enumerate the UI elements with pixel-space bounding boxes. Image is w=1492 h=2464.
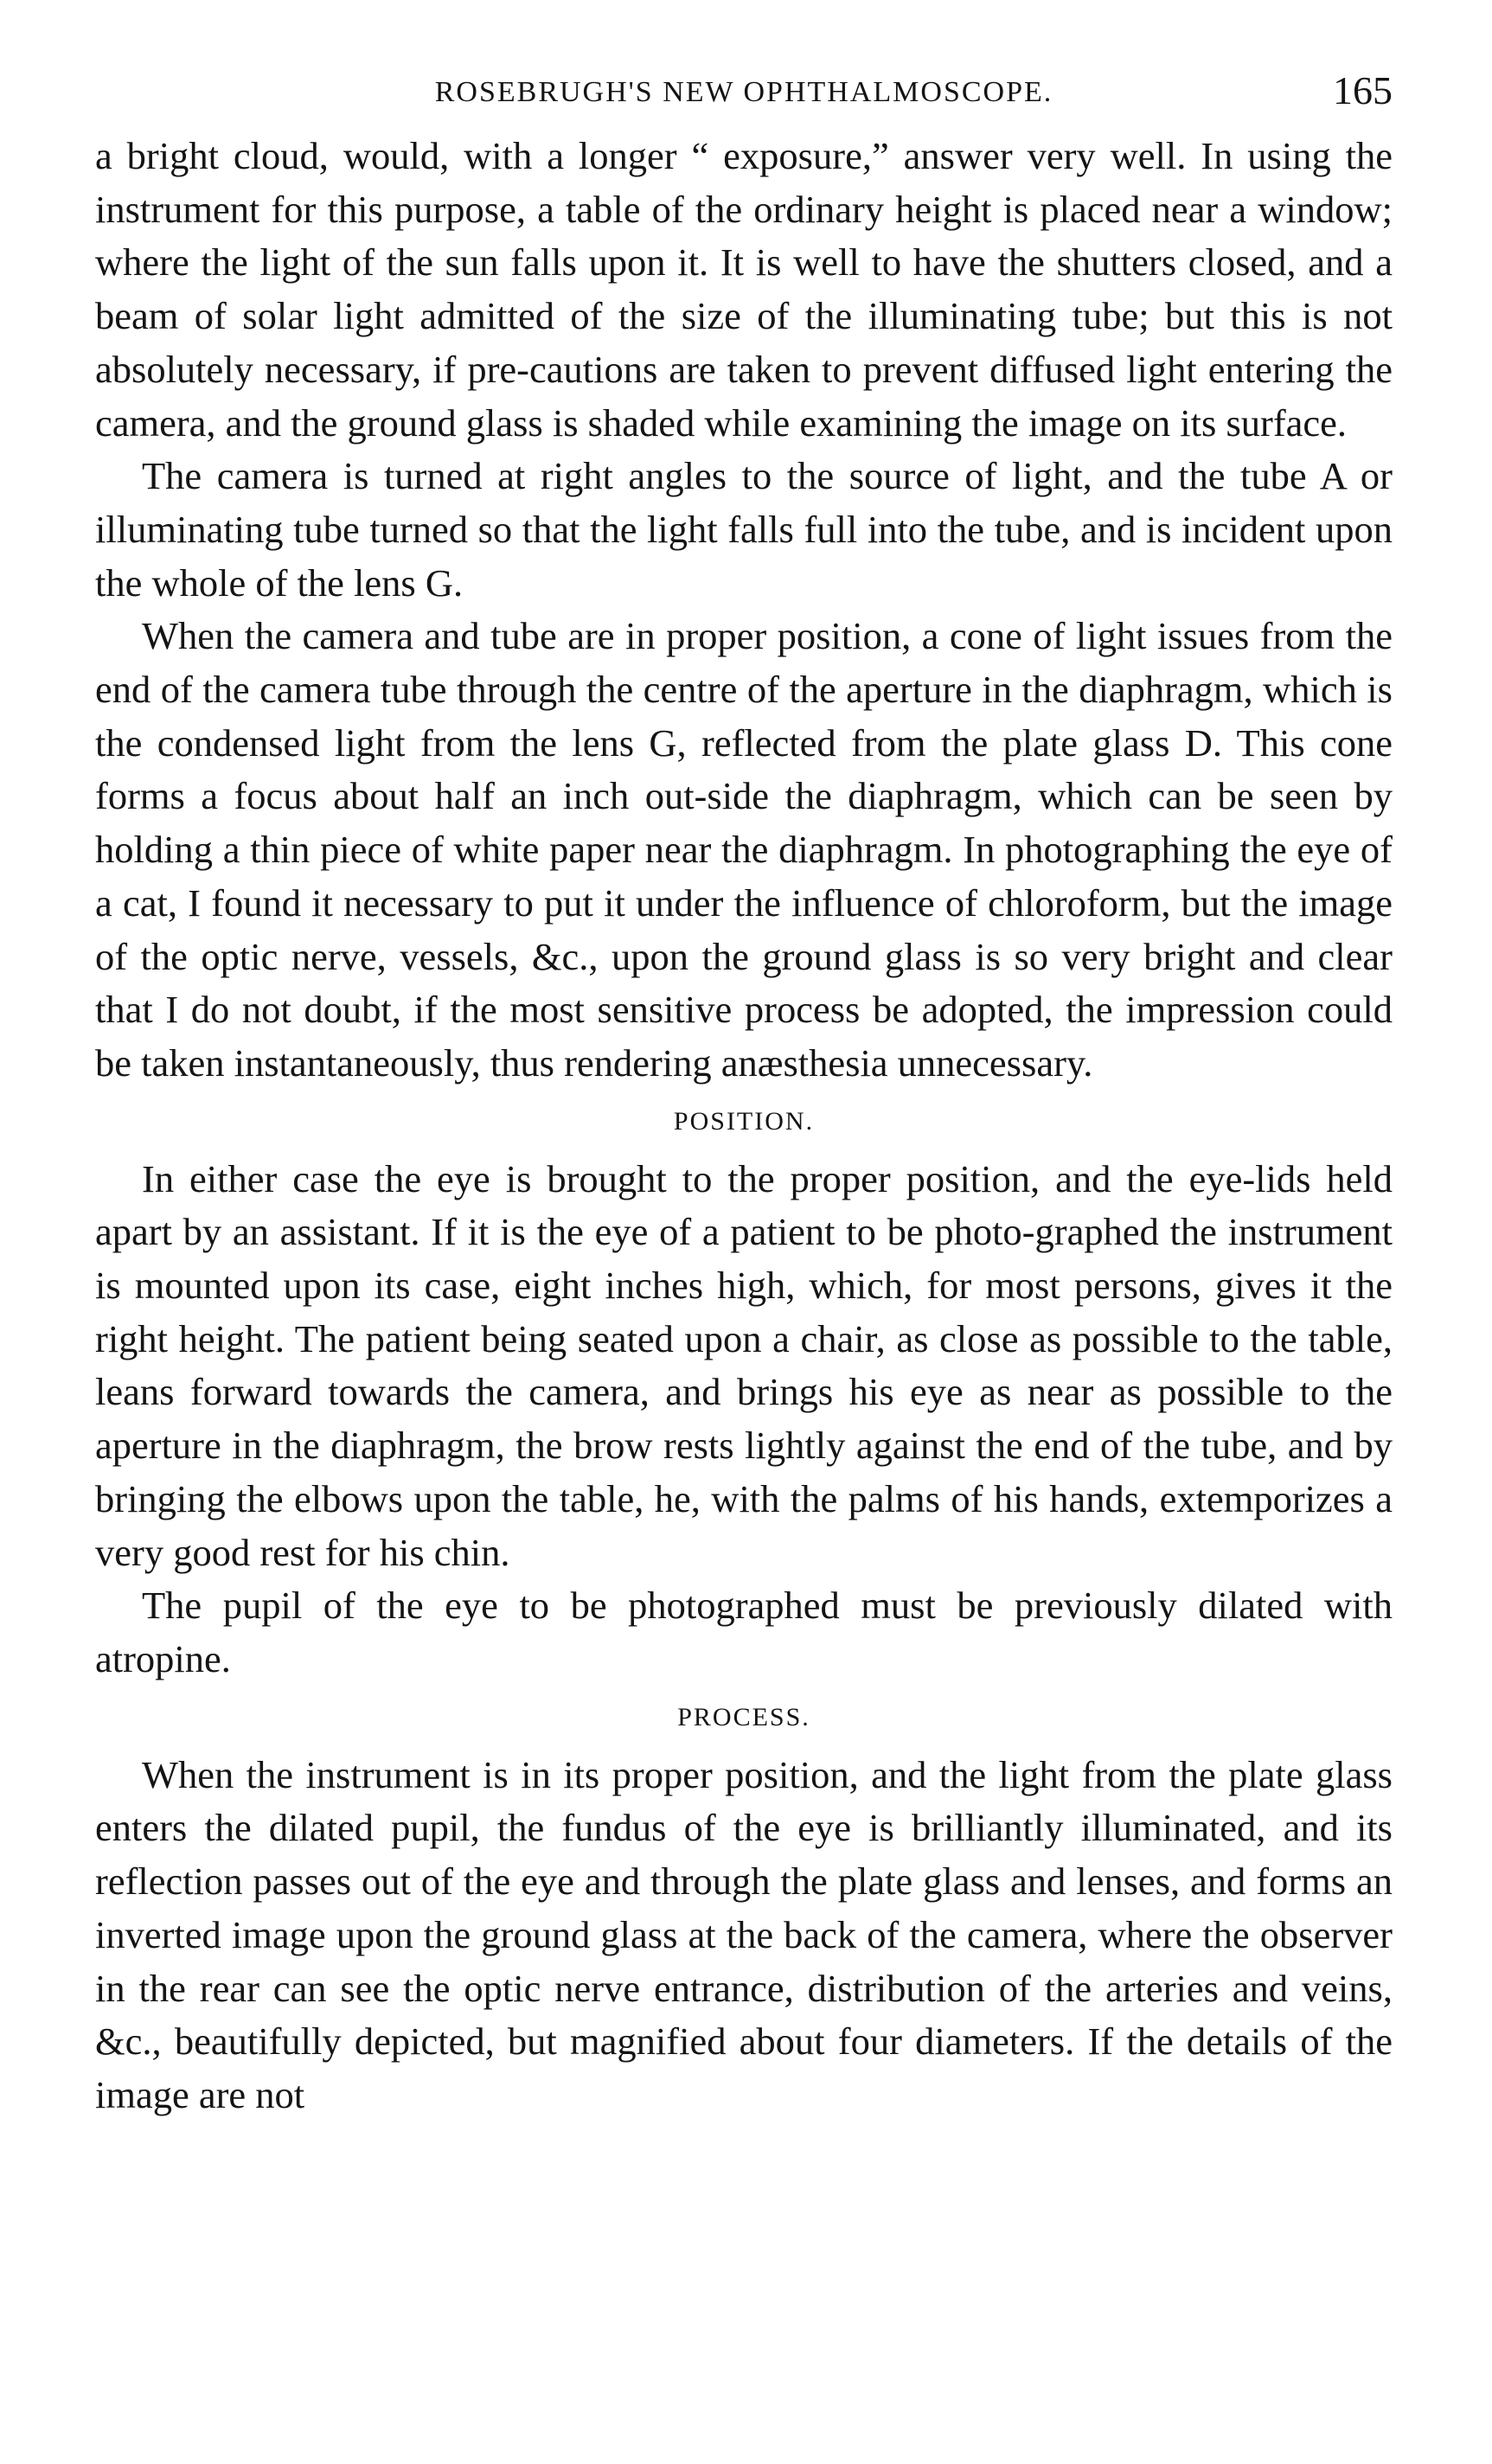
running-title: ROSEBRUGH'S NEW OPHTHALMOSCOPE. bbox=[434, 76, 1053, 108]
section-heading-position: POSITION. bbox=[673, 1106, 815, 1136]
paragraph-eye-position: In either case the eye is brought to the proper position, and the eye-lids held apart by an assistant. If it is the eye of a patient to be photo-graphed the instrument is mounted upon its case, eight inches high, which, for most persons, gives it the right height. The patient being seated upon a chair, as close as possible to the table, leans forward towards the camera, and brings his eye as near as possible to the aperture in the diaphragm, the brow rests lightly against the end of the tube, and by bringing the elbows upon the table, he, with the palms of his hands, extemporizes a very good rest for his chin. bbox=[95, 1156, 1393, 1574]
paragraph-continued: a bright cloud, would, with a longer “ exposure,” answer very well. In using the instrument for this purpose, a table of the ordinary height is placed near a window; where the light of the sun falls upon it. It is well to have the shutters closed, and a beam of solar light admitted of the size of the illuminating tube; but this is not absolutely necessary, if pre-cautions are taken to prevent diffused light entering the camera, and the ground glass is shaded while examining the image on its surface. bbox=[95, 134, 1393, 445]
paragraph-process: When the instrument is in its proper position, and the light from the plate glass enters the dilated pupil, the fundus of the eye is brilliantly illuminated, and its reflection passes out of the eye and through the plate glass and lenses, and forms an inverted image upon the ground glass at the back of the camera, where the observer in the rear can see the optic nerve entrance, distribution of the arteries and veins, &c., beautifully depicted, but magnified about four diameters. If the details of the image are not bbox=[95, 1752, 1393, 2116]
section-heading-process: PROCESS. bbox=[677, 1702, 810, 1731]
page-number: 165 bbox=[1333, 68, 1393, 112]
paragraph-cone-of-light: When the camera and tube are in proper position, a cone of light issues from the end of the camera tube through the centre of the aperture in the diaphragm, which is the condensed light from the lens G, reflected from the plate glass D. This cone forms a focus about half an inch out-side the diaphragm, which can be seen by holding a thin piece of white paper near the diaphragm. In photographing the eye of a cat, I found it necessary to put it under the influence of chloroform, but the image of the optic nerve, vessels, &c., upon the ground glass is so very bright and clear that I do not doubt, if the most sensitive process be adopted, the impression could be taken instantaneously, thus rendering anæsthesia unnecessary. bbox=[95, 614, 1393, 1085]
book-page bbox=[95, 61, 1393, 2122]
running-head bbox=[95, 61, 1393, 130]
paragraph-camera-turned: The camera is turned at right angles to the source of light, and the tube A or illuminating tube turned so that the light falls full into the tube, and is incident upon the whole of the lens G. bbox=[95, 454, 1393, 605]
paragraph-pupil-dilated: The pupil of the eye to be photographed must be previously dilated with atropine. bbox=[95, 1584, 1393, 1680]
